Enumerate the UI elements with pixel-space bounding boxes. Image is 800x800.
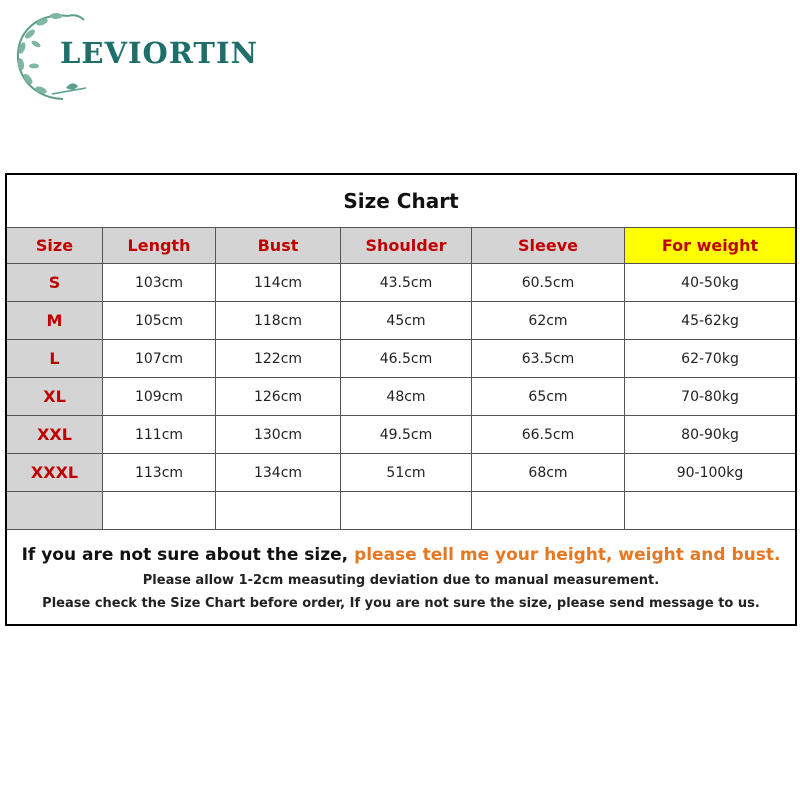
table-cell: 48cm (341, 378, 472, 416)
brand-logo (8, 4, 298, 104)
header-for-weight: For weight (625, 228, 795, 264)
table-cell: 68cm (472, 454, 625, 492)
table-cell: 63.5cm (472, 340, 625, 378)
table-cell: 113cm (103, 454, 216, 492)
table-cell: 66.5cm (472, 416, 625, 454)
table-cell: 70-80kg (625, 378, 795, 416)
size-label: L (7, 340, 103, 378)
size-label: XXXL (7, 454, 103, 492)
brand-name: LEVIORTIN (60, 36, 259, 70)
table-cell: 130cm (216, 416, 341, 454)
table-cell: 65cm (472, 378, 625, 416)
size-label-empty (7, 492, 103, 530)
header-bust: Bust (216, 228, 341, 264)
table-cell: 107cm (103, 340, 216, 378)
table-cell: 46.5cm (341, 340, 472, 378)
header-shoulder: Shoulder (341, 228, 472, 264)
table-cell: 126cm (216, 378, 341, 416)
header-sleeve: Sleeve (472, 228, 625, 264)
size-table (7, 228, 795, 530)
size-label: M (7, 302, 103, 340)
table-cell: 51cm (341, 454, 472, 492)
table-cell: 60.5cm (472, 264, 625, 302)
table-cell: 62cm (472, 302, 625, 340)
note-size-advice-prefix: If you are not sure about the size, (21, 545, 349, 565)
chart-title: Size Chart (7, 175, 795, 228)
table-cell: 40-50kg (625, 264, 795, 302)
size-label: S (7, 264, 103, 302)
note-size-advice (7, 545, 795, 565)
size-label: XL (7, 378, 103, 416)
table-cell: 80-90kg (625, 416, 795, 454)
table-cell: 43.5cm (341, 264, 472, 302)
table-cell: 118cm (216, 302, 341, 340)
table-cell: 103cm (103, 264, 216, 302)
table-cell-empty (341, 492, 472, 530)
table-cell-empty (472, 492, 625, 530)
table-cell: 49.5cm (341, 416, 472, 454)
header-size: Size (7, 228, 103, 264)
table-cell: 62-70kg (625, 340, 795, 378)
table-cell-empty (625, 492, 795, 530)
table-cell-empty (103, 492, 216, 530)
header-length: Length (103, 228, 216, 264)
table-cell: 122cm (216, 340, 341, 378)
note-check-chart: Please check the Size Chart before order, If you are not sure the size, please send message to us. (42, 596, 760, 611)
notes-section (7, 534, 795, 624)
table-cell: 45-62kg (625, 302, 795, 340)
table-cell: 111cm (103, 416, 216, 454)
note-size-advice-highlight: please tell me your height, weight and bust. (354, 545, 781, 565)
table-cell: 105cm (103, 302, 216, 340)
size-chart (5, 173, 797, 626)
table-cell: 134cm (216, 454, 341, 492)
table-cell: 114cm (216, 264, 341, 302)
table-cell: 45cm (341, 302, 472, 340)
note-deviation: Please allow 1-2cm measuting deviation due to manual measurement. (142, 573, 660, 588)
table-cell: 109cm (103, 378, 216, 416)
table-cell: 90-100kg (625, 454, 795, 492)
size-label: XXL (7, 416, 103, 454)
table-cell-empty (216, 492, 341, 530)
